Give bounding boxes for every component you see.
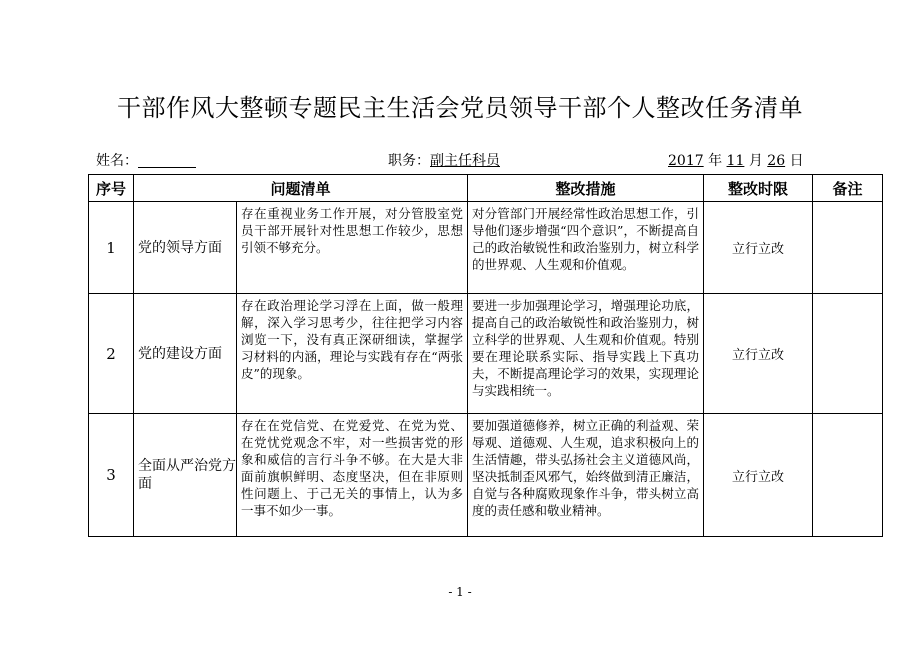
row-category: 党的建设方面: [134, 294, 237, 414]
date-day-unit: 日: [789, 153, 804, 169]
row-deadline: 立行立改: [704, 294, 813, 414]
row-problem: 存在政治理论学习浮在上面，做一般理解，深入学习思考少，往往把学习内容浏览一下，没有真正深研细读，掌握学习材料的内涵，理论与实践有存在“两张皮”的现象。: [237, 294, 468, 414]
row-seq: 3: [89, 414, 134, 537]
page-number: - 1 -: [448, 585, 472, 599]
table-row: [89, 202, 883, 294]
header-measures: 整改措施: [468, 175, 704, 202]
table-row: [89, 294, 883, 414]
row-measure: 对分管部门开展经常性政治思想工作，引导他们逐步增强“四个意识”，不断提高自己的政治敏锐性和政治鉴别力，树立科学的世界观、人生观和价值观。: [468, 202, 704, 294]
header-remarks: 备注: [813, 175, 883, 202]
row-deadline: 立行立改: [704, 414, 813, 537]
row-category: 党的领导方面: [134, 202, 237, 294]
row-seq: 2: [89, 294, 134, 414]
name-label: 姓名：: [96, 153, 138, 169]
table-header-row: [89, 175, 883, 202]
date-year: 2017: [668, 153, 704, 169]
date-year-unit: 年: [708, 153, 723, 169]
row-deadline: 立行立改: [704, 202, 813, 294]
date-day: 26: [767, 153, 786, 169]
rectification-table: [88, 174, 883, 537]
date-month-unit: 月: [748, 153, 763, 169]
row-seq: 1: [89, 202, 134, 294]
row-remarks: [813, 202, 883, 294]
date-field: [668, 150, 804, 170]
row-remarks: [813, 414, 883, 537]
row-problem: 存在在党信党、在党爱党、在党为党、在党忧党观念不牢，对一些损害党的形象和威信的言行斗争不够。在大是大非面前旗帜鲜明、态度坚决，但在非原则性问题上、于己无关的事情上，认为多一事不如少一事。: [237, 414, 468, 537]
name-field: [96, 150, 196, 170]
row-measure: 要进一步加强理论学习，增强理论功底，提高自己的政治敏锐性和政治鉴别力，树立科学的世界观、人生观和价值观。特别要在理论联系实际、指导实践上下真功夫，不断提高理论学习的效果，实现理论与实践相统一。: [468, 294, 704, 414]
name-blank: [138, 153, 196, 168]
table-row: [89, 414, 883, 537]
position-label: 职务：: [388, 153, 430, 169]
document-title: 干部作风大整顿专题民主生活会党员领导干部个人整改任务清单: [117, 94, 803, 122]
row-category: 全面从严治党方面: [134, 414, 237, 537]
position-value: 副主任科员: [430, 153, 500, 169]
row-problem: 存在重视业务工作开展，对分管股室党员干部开展针对性思想工作较少，思想引领不够充分。: [237, 202, 468, 294]
row-measure: 要加强道德修养，树立正确的利益观、荣辱观、道德观、人生观，追求积极向上的生活情趣，带头弘扬社会主义道德风尚，坚决抵制歪风邪气，始终做到清正廉洁，自觉与各种腐败现象作斗争，带头树立高度的责任感和敬业精神。: [468, 414, 704, 537]
header-problems: 问题清单: [134, 175, 468, 202]
header-deadline: 整改时限: [704, 175, 813, 202]
date-month: 11: [726, 153, 745, 169]
row-remarks: [813, 294, 883, 414]
header-seq: 序号: [89, 175, 134, 202]
position-field: [388, 150, 500, 170]
